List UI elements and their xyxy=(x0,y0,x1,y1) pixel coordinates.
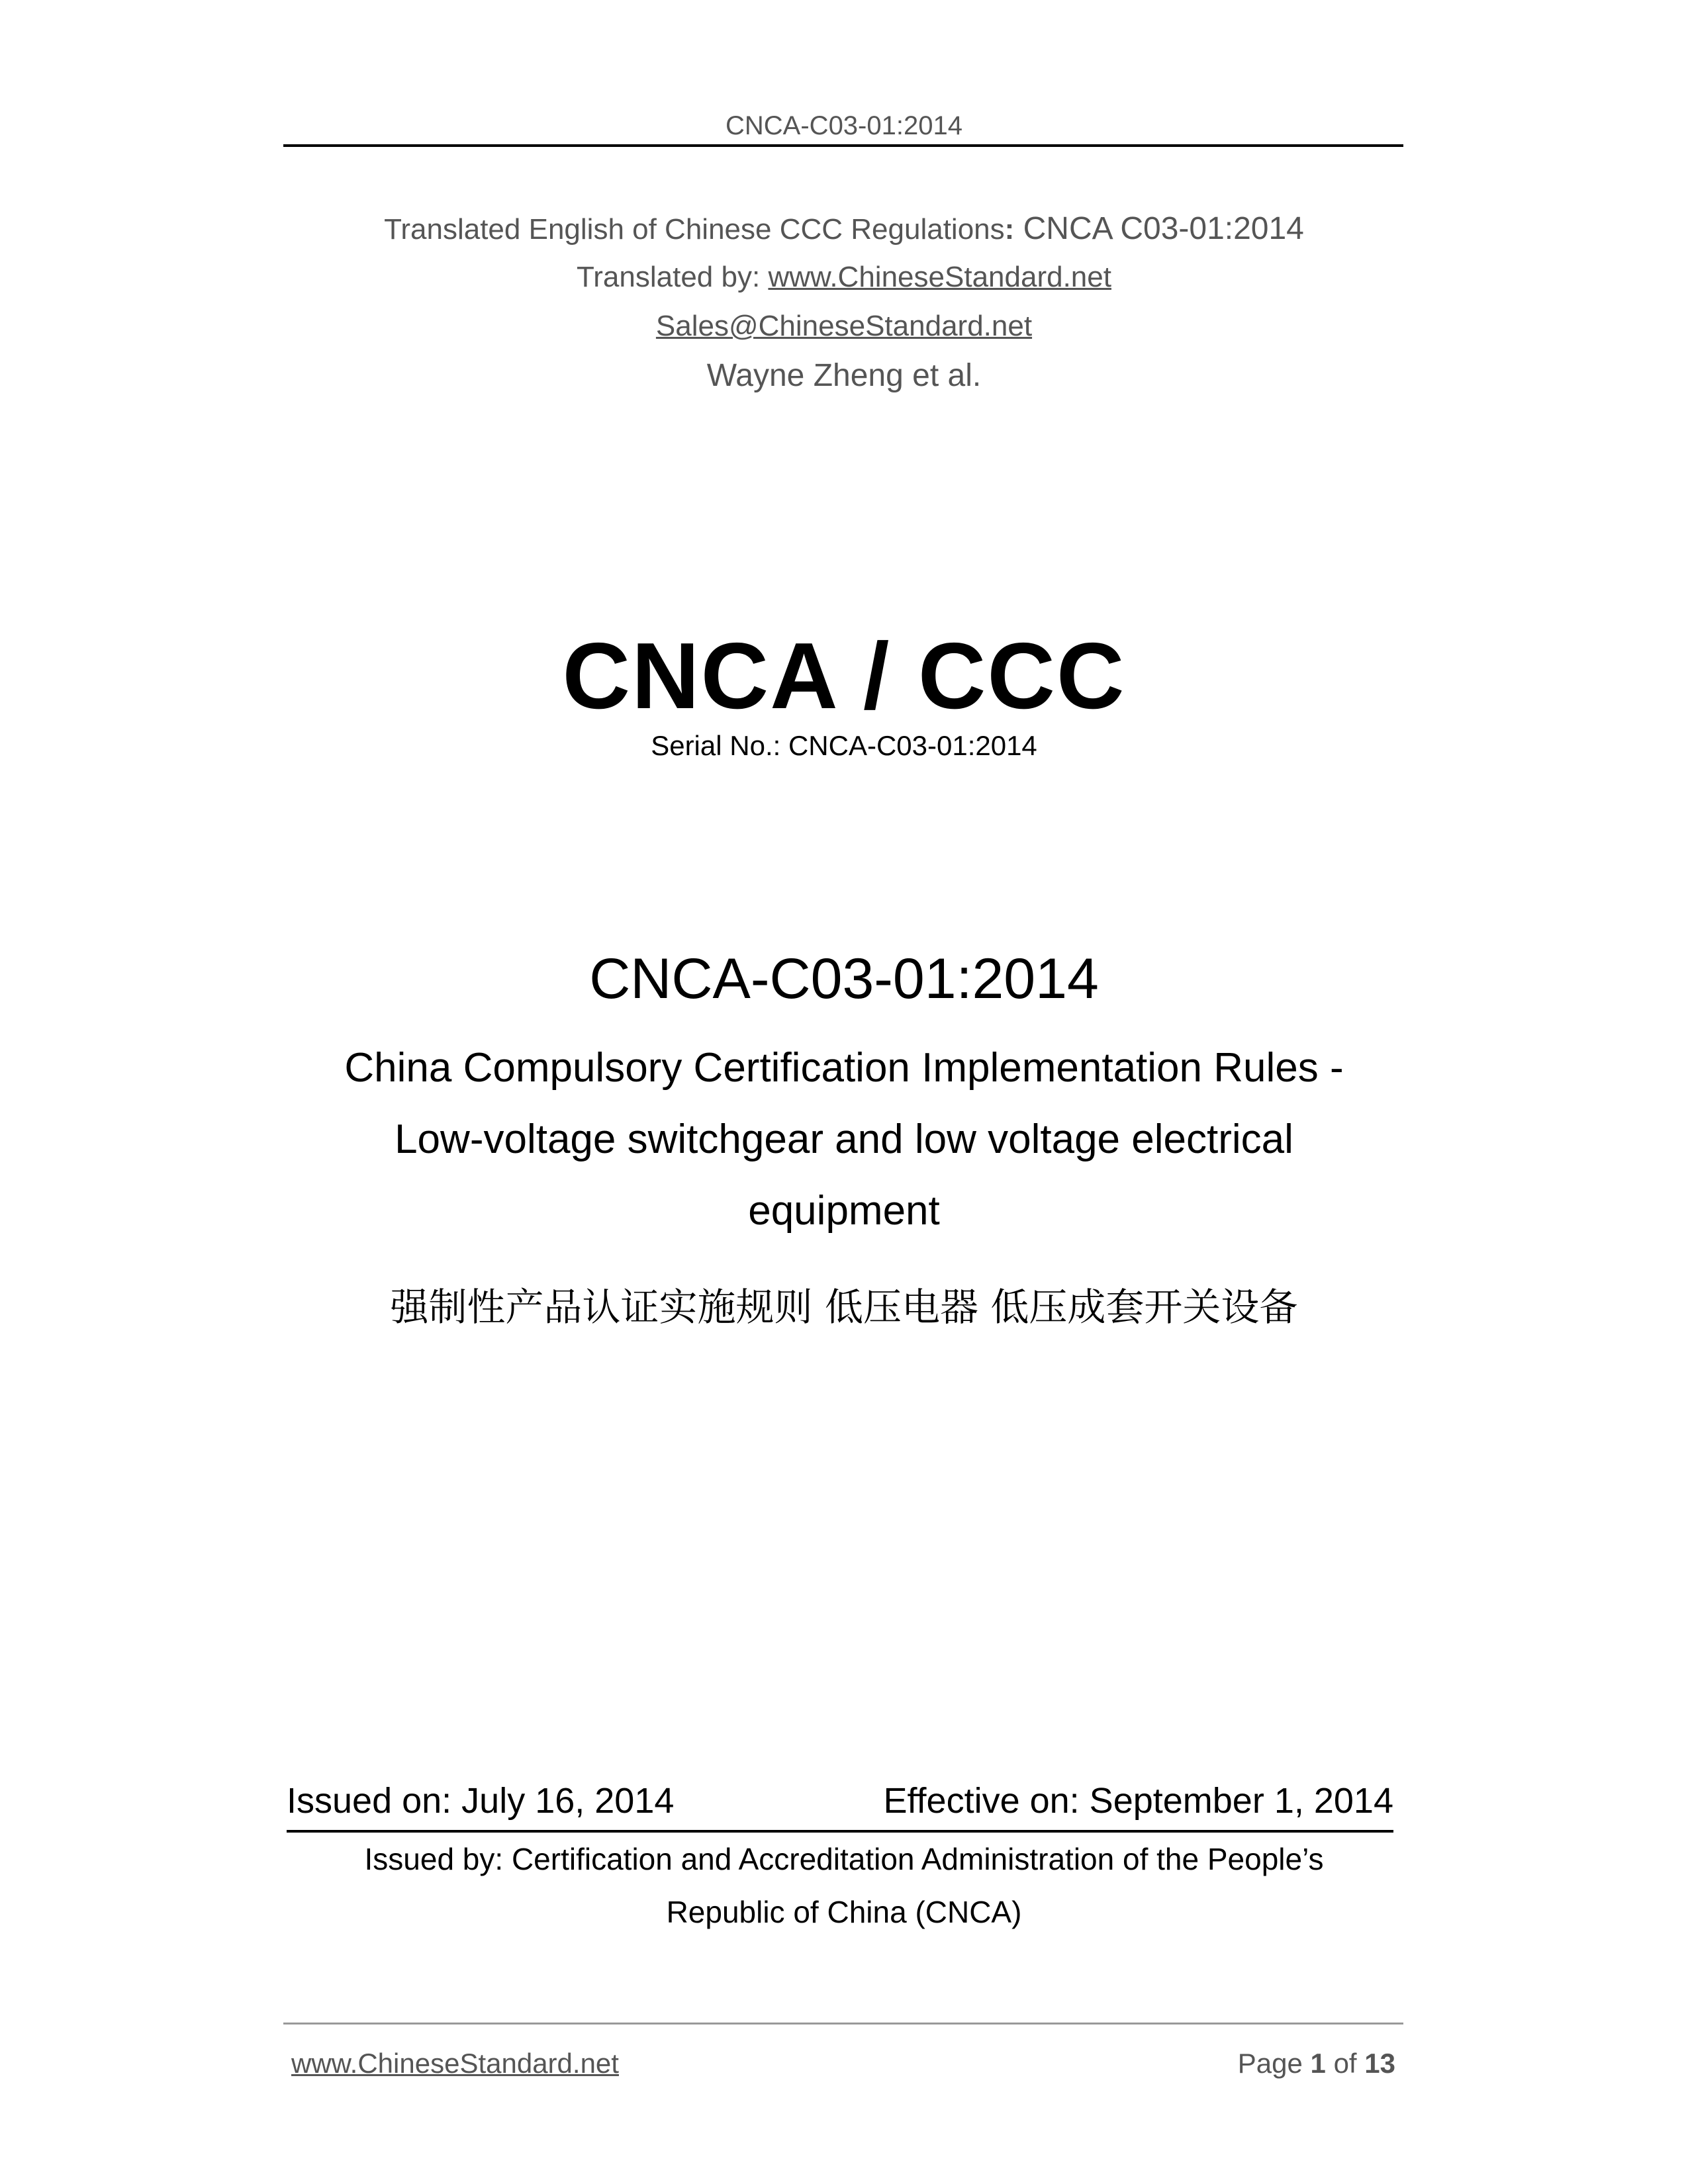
dates-row xyxy=(287,1780,1393,1821)
chinese-title: 强制性产品认证实施规则 低压电器 低压成套开关设备 xyxy=(390,1285,1298,1330)
main-title: CNCA / CCC xyxy=(562,623,1126,729)
page-of: of xyxy=(1325,2048,1365,2079)
footer-website-link[interactable]: www.ChineseStandard.net xyxy=(291,2048,619,2079)
dates-rule xyxy=(287,1830,1393,1833)
sales-email-link[interactable]: Sales@ChineseStandard.net xyxy=(655,310,1033,342)
document-title-line-3: equipment xyxy=(748,1188,940,1234)
issuer-line-1: Issued by: Certification and Accreditation Administration of the People’s xyxy=(364,1842,1324,1876)
page-footer xyxy=(291,2048,1395,2079)
page-number xyxy=(1238,2048,1395,2079)
translation-line xyxy=(0,210,1688,247)
issued-on-date: Issued on: July 16, 2014 xyxy=(287,1781,675,1821)
effective-on-date: Effective on: September 1, 2014 xyxy=(883,1781,1393,1821)
page-current: 1 xyxy=(1310,2048,1326,2079)
document-title-line-1: China Compulsory Certification Implementation Rules - xyxy=(344,1045,1344,1091)
translated-by-line xyxy=(0,261,1688,294)
page-total: 13 xyxy=(1364,2048,1395,2079)
page-label: Page xyxy=(1237,2048,1311,2079)
footer-rule xyxy=(283,2023,1403,2025)
document-title-line-2: Low-voltage switchgear and low voltage electrical xyxy=(395,1116,1293,1162)
translator-name: Wayne Zheng et al. xyxy=(706,358,982,393)
email-line xyxy=(0,310,1688,343)
document-code: CNCA-C03-01:2014 xyxy=(589,947,1099,1011)
translation-prefix: Translated English of Chinese CCC Regulations xyxy=(384,213,1005,246)
translated-by-link[interactable]: www.ChineseStandard.net xyxy=(768,261,1111,293)
translated-by-label: Translated by: xyxy=(577,261,769,293)
serial-number: Serial No.: CNCA-C03-01:2014 xyxy=(651,730,1037,761)
header-rule xyxy=(283,144,1403,147)
running-header: CNCA-C03-01:2014 xyxy=(726,111,962,140)
issuer-line-2: Republic of China (CNCA) xyxy=(666,1895,1022,1929)
translation-colon: : xyxy=(1004,213,1015,246)
translation-code: CNCA C03-01:2014 xyxy=(1014,211,1304,246)
